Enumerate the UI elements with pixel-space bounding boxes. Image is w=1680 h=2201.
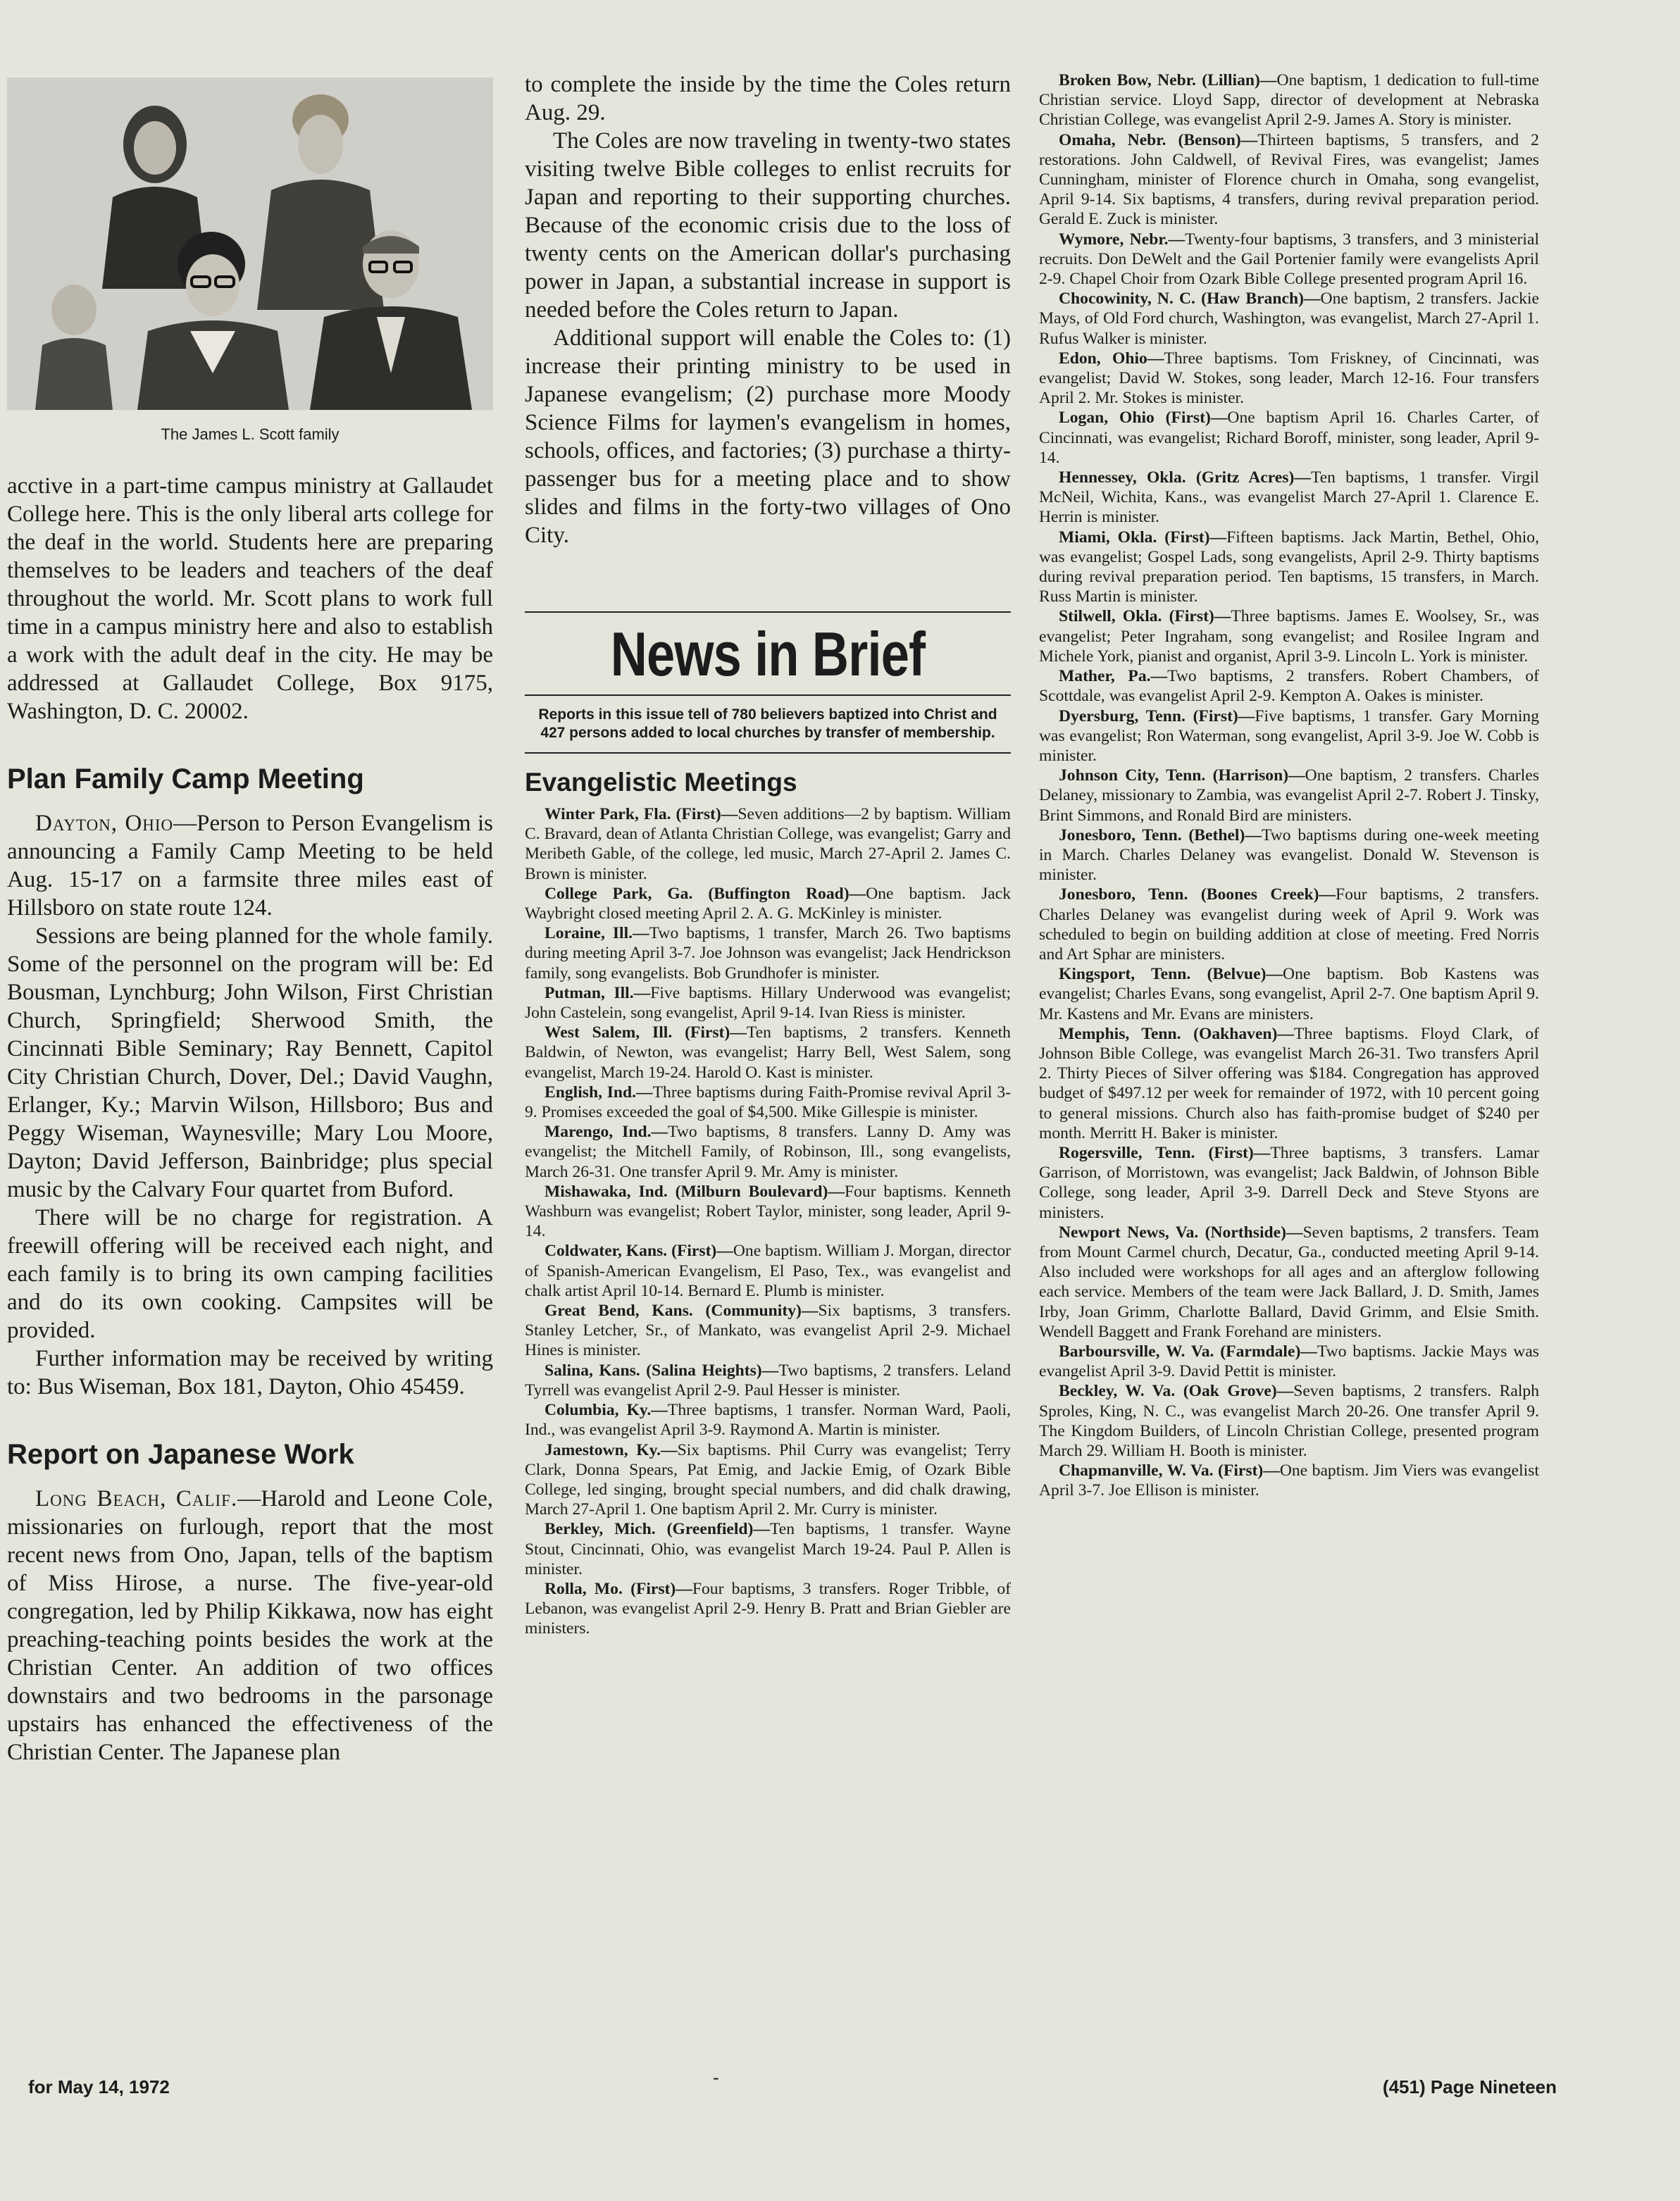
report-text: One baptism. Jim Viers was evangelist April 3-7. Joe Ellison is minister. xyxy=(1039,1461,1539,1500)
church-location: Memphis, Tenn. (Oakhaven)— xyxy=(1059,1024,1294,1043)
meeting-report xyxy=(1039,1024,1539,1143)
report-text: Three baptisms. Floyd Clark, of Johnson Bible College, was evangelist March 26-31. Two transfers April 2. Thirty Pieces of Silver offering was $184. Congregation has approved budget of $497.12 per week for remainder of 1972, with 10 percent going to general missions. Church also has faith-promise budget of $240 per month. Merritt H. Baker is minister. xyxy=(1039,1024,1539,1142)
divider-rule xyxy=(525,752,1011,754)
meeting-report xyxy=(525,1122,1011,1182)
church-location: Berkley, Mich. (Greenfield)— xyxy=(545,1520,770,1539)
church-location: Jamestown, Ky.— xyxy=(545,1440,678,1459)
church-location: Coldwater, Kans. (First)— xyxy=(545,1242,733,1261)
meeting-report xyxy=(1039,706,1539,766)
church-location: Hennessey, Okla. (Gritz Acres)— xyxy=(1059,468,1311,487)
report-text: Five baptisms, 1 transfer. Gary Morning was evangelist; Ron Waterman, song evangelist, April 3-9. Joe W. Cobb is minister. xyxy=(1039,706,1539,765)
japan-paragraph-3: Additional support will enable the Coles to: (1) increase their printing ministry to be used in Japanese evangelism; (2) purchase more Moody Science Films for laymen's evangelism in homes, schools, offices, and factories; (3) purchase a thirty-passenger bus for a meeting place and to show slides and films in the forty-two villages of Ono City. xyxy=(525,325,1011,548)
footer-mark: - xyxy=(713,2067,719,2088)
report-text: One baptism. William J. Morgan, director of Spanish-American Evangelism, El Paso, Tex., was evangelist and chalk artist April 10-14. Bernard E. Plumb is minister. xyxy=(525,1242,1011,1300)
issue-date: for May 14, 1972 xyxy=(28,2076,170,2097)
meeting-report xyxy=(525,1440,1011,1520)
meeting-report xyxy=(525,1023,1011,1083)
church-location: Rolla, Mo. (First)— xyxy=(545,1579,692,1598)
page-number: (451) Page Nineteen xyxy=(1382,2076,1557,2097)
meeting-report xyxy=(525,1301,1011,1361)
church-location: Chocowinity, N. C. (Haw Branch)— xyxy=(1059,289,1321,308)
camp-paragraph-2: Sessions are being planned for the whole family. Some of the personnel on the program will be: Ed Bousman, Lynchburg; John Wilson, First Christian Church, Springfield; Sherwood Smith, the Cincinnati Bible Seminary; Ray Bennett, Capitol City Christian Church, Dover, Del.; David Vaughn, Erlanger, Ky.; Marvin Wilson, Hillsboro; Bus and Peggy Wiseman, Waynesville; Mary Lou Moore, Dayton; David Jefferson, Bainbridge; plus special music by the Calvary Four quartet from Buford. xyxy=(7,923,493,1202)
meeting-report xyxy=(525,1083,1011,1122)
meeting-report xyxy=(1039,349,1539,409)
japan-paragraph-1: Long Beach, Calif.—Harold and Leone Cole, missionaries on furlough, report that the most recent news from Ono, Japan, tells of the baptism of Miss Hirose, a nurse. The five-year-old congregation, led by Philip Kikkawa, now has eight preaching-teaching points besides the work at the Christian Center. An addition of two offices downstairs and two bedrooms in the parsonage upstairs has enhanced the effectiveness of the Christian Center. The Japanese plan xyxy=(7,1486,494,1765)
report-text: Three baptisms, 3 transfers. Lamar Garrison, of Morristown, was evangelist; Jack Baldwin, of Johnson Bible College, song leader, April 3-9. Darrell Deck and Steve Styons are ministers. xyxy=(1039,1143,1539,1222)
church-location: English, Ind.— xyxy=(545,1083,653,1102)
column-one xyxy=(7,472,493,1766)
report-text: One baptism, 1 dedication to full-time Christian service. Lloyd Sapp, director of development at Nebraska Christian College, was evangelist April 2-9. James A. Story is minister. xyxy=(1039,71,1539,130)
church-location: Kingsport, Tenn. (Belvue)— xyxy=(1059,965,1283,984)
report-text: Ten baptisms, 1 transfer. Wayne Stout, Cincinnati, Ohio, was evangelist March 19-24. Paul P. Allen is minister. xyxy=(525,1520,1011,1578)
meeting-report xyxy=(525,1579,1011,1639)
church-location: Omaha, Nebr. (Benson)— xyxy=(1059,130,1258,149)
church-location: Putman, Ill.— xyxy=(545,983,651,1002)
column-two xyxy=(525,70,1011,1639)
report-text: Three baptisms during Faith-Promise revival April 3-9. Promises exceeded the goal of $4,500. Mike Gillespie is minister. xyxy=(525,1083,1011,1122)
report-text: One baptism, 2 transfers. Jackie Mays, of Old Ford church, Washington, was evangelist, March 27-April 1. Rufus Walker is minister. xyxy=(1039,289,1540,348)
meeting-report xyxy=(1039,606,1539,666)
church-location: Johnson City, Tenn. (Harrison)— xyxy=(1059,766,1305,785)
meeting-report xyxy=(1039,1381,1539,1461)
meeting-report xyxy=(1039,666,1539,706)
news-in-brief-title: News in Brief xyxy=(610,619,926,689)
report-text: Four baptisms, 2 transfers. Charles Delaney was evangelist during week of April 9. Work was scheduled to begin on building addition at close of meeting. Fred Norris and Art Sphar are ministers. xyxy=(1039,885,1539,964)
meeting-report xyxy=(1039,1461,1539,1500)
church-location: Chapmanville, W. Va. (First)— xyxy=(1059,1461,1280,1480)
church-location: Loraine, Ill.— xyxy=(545,924,649,943)
column-three xyxy=(1039,70,1539,1501)
meeting-report xyxy=(1039,1342,1539,1381)
camp-heading: Plan Family Camp Meeting xyxy=(7,763,364,794)
report-text: Four baptisms, 3 transfers. Roger Tribble, of Lebanon, was evangelist April 2-9. Henry B. Pratt and Brian Giebler are ministers. xyxy=(525,1579,1011,1638)
report-text: Three baptisms. James E. Woolsey, Sr., was evangelist; Peter Ingraham, song evangelist; and Rosilee Ingram and Michele York, pianist and organist, April 3-9. Lincoln L. York is minister. xyxy=(1039,607,1539,666)
church-location: Wymore, Nebr.— xyxy=(1059,230,1186,249)
meeting-report xyxy=(525,884,1011,923)
report-text: Seven baptisms, 2 transfers. Team from Mount Carmel church, Decatur, Ga., conducted meeting April 9-14. Also included were workshops for all ages and an afterglow following each service. Members of the team were Jack Ballard, J. D. Smith, James Irby, Joan Grimm, Charlotte Ballard, David Grimm, and Elsie Smith. Wendell Baggett and Frank Forehand are ministers. xyxy=(1039,1223,1539,1341)
report-text: One baptism. Jack Waybright closed meeting April 2. A. G. McKinley is minister. xyxy=(525,884,1011,923)
church-location: West Salem, Ill. (First)— xyxy=(545,1023,747,1042)
meeting-report xyxy=(1039,408,1539,468)
church-location: Great Bend, Kans. (Community)— xyxy=(545,1302,819,1321)
church-location: Edon, Ohio— xyxy=(1059,349,1164,368)
report-text: Two baptisms, 2 transfers. Robert Chambers, of Scottdale, was evangelist April 2-9. Kempton A. Oakes is minister. xyxy=(1039,667,1540,706)
report-text: Two baptisms during one-week meeting in March. Charles Delaney was evangelist. Donald W. Stevenson is minister. xyxy=(1039,825,1540,885)
evangelistic-heading: Evangelistic Meetings xyxy=(525,768,797,797)
report-text: Three baptisms. Tom Friskney, of Cincinnati, was evangelist; David W. Stokes, song leader, March 12-16. Four transfers April 2. Mr. Stokes is minister. xyxy=(1039,349,1539,408)
meeting-report xyxy=(1039,130,1539,230)
meeting-report xyxy=(525,1241,1011,1301)
photo-caption: The James L. Scott family xyxy=(161,425,340,443)
report-text: Six baptisms, 3 transfers. Stanley Letcher, Sr., of Mankato, was evangelist April 2-9. Michael Hines is minister. xyxy=(525,1302,1011,1360)
church-location: Salina, Kans. (Salina Heights)— xyxy=(545,1361,779,1380)
japan-paragraph-cont: to complete the inside by the time the Coles return Aug. 29. xyxy=(525,72,1011,125)
church-location: Rogersville, Tenn. (First)— xyxy=(1059,1143,1271,1162)
report-text: Three baptisms, 1 transfer. Norman Ward, Paoli, Ind., was evangelist April 3-9. Raymond A. Martin is minister. xyxy=(525,1401,1011,1440)
camp-dateline: Dayton, Ohio xyxy=(35,811,174,836)
report-text: Five baptisms. Hillary Underwood was evangelist; John Castelein, song evangelist, April 9-14. Ivan Riess is minister. xyxy=(525,983,1011,1023)
camp-paragraph-4: Further information may be received by writing to: Bus Wiseman, Box 181, Dayton, Ohio 45459. xyxy=(7,1346,493,1399)
japan-heading: Report on Japanese Work xyxy=(7,1439,354,1470)
meeting-report xyxy=(1039,825,1539,885)
meeting-report xyxy=(1039,885,1539,964)
divider-rule xyxy=(525,694,1011,696)
meeting-report xyxy=(1039,289,1539,349)
report-text: Six baptisms. Phil Curry was evangelist; Terry Clark, Donna Spears, Pat Emig, and Jackie Emig, of Ozark Bible College, led singing, brought special numbers, and did chalk drawing, March 27-April 1. One baptism April 2. Mr. Curry is minister. xyxy=(525,1440,1011,1519)
divider-rule xyxy=(525,611,1011,613)
church-location: Newport News, Va. (Northside)— xyxy=(1059,1223,1303,1242)
japan-dateline: Long Beach, Calif. xyxy=(35,1486,238,1511)
church-location: Stilwell, Okla. (First)— xyxy=(1059,607,1231,626)
meeting-report xyxy=(525,1519,1011,1579)
meeting-list-right xyxy=(1039,70,1539,1501)
church-location: Barboursville, W. Va. (Farmdale)— xyxy=(1059,1342,1317,1361)
church-location: Winter Park, Fla. (First)— xyxy=(545,805,738,823)
meeting-report xyxy=(525,1182,1011,1242)
church-location: Logan, Ohio (First)— xyxy=(1059,409,1228,428)
church-location: Broken Bow, Nebr. (Lillian)— xyxy=(1059,71,1277,89)
scott-paragraph: acctive in a part-time campus ministry at Gallaudet College here. This is the only liberal arts college for the deaf in the world. Students here are preparing themselves to be leaders and teachers of the deaf throughout the world. Mr. Scott plans to work full time in a campus ministry here and also to establish a work with the adult deaf in the city. He may be addressed at Gallaudet College, Box 9175, Washington, D. C. 20002. xyxy=(7,473,493,724)
church-location: Mishawaka, Ind. (Milburn Boulevard)— xyxy=(545,1182,845,1201)
church-location: Marengo, Ind.— xyxy=(545,1123,668,1142)
report-text: One baptism April 16. Charles Carter, of Cincinnati, was evangelist; Richard Boroff, minister, song leader, April 9-14. xyxy=(1039,409,1540,467)
church-location: Columbia, Ky.— xyxy=(545,1401,668,1420)
meeting-report xyxy=(525,804,1011,884)
meeting-report xyxy=(525,983,1011,1023)
news-intro: Reports in this issue tell of 780 believers baptized into Christ and 427 persons added to local churches by transfer of membership. xyxy=(538,706,997,741)
report-text: Seven additions—2 by baptism. William C. Bravard, dean of Atlanta Christian College, was evangelist; Garry and Meribeth Gable, of the college, led music, March 27-April 2. James C. Brown is minister. xyxy=(525,805,1011,883)
meeting-report xyxy=(525,1400,1011,1440)
report-text: Ten baptisms, 1 transfer. Virgil McNeil, Wichita, Kans., was evangelist March 27-April 1. Clarence E. Herrin is minister. xyxy=(1039,468,1539,527)
meeting-report xyxy=(525,1361,1011,1400)
church-location: Jonesboro, Tenn. (Bethel)— xyxy=(1059,825,1262,844)
meeting-report xyxy=(1039,964,1539,1024)
meeting-report xyxy=(525,923,1011,983)
camp-paragraph-1: Dayton, Ohio—Person to Person Evangelism is announcing a Family Camp Meeting to be held Aug. 15-17 on a farmsite three miles east of Hillsboro on state route 124. xyxy=(7,811,493,921)
japan-paragraph-2: The Coles are now traveling in twenty-two states visiting twelve Bible colleges to enlist recruits for Japan and reporting to their supporting churches. Because of the economic crisis due to the loss of twenty cents on the American dollar's purchasing power in Japan, a substantial increase in support is needed before the Coles return to Japan. xyxy=(525,128,1011,323)
report-text: Two baptisms, 8 transfers. Lanny D. Amy was evangelist; the Mitchell Family, of Robinson, Ill., song evangelists, March 26-31. One transfer April 9. Mr. Amy is minister. xyxy=(525,1123,1011,1181)
church-location: Miami, Okla. (First)— xyxy=(1059,528,1227,547)
meeting-report xyxy=(1039,1143,1539,1223)
report-text: Two baptisms, 2 transfers. Leland Tyrrell was evangelist April 2-9. Paul Hesser is minister. xyxy=(525,1361,1012,1399)
meeting-report xyxy=(1039,70,1539,130)
meeting-list-left xyxy=(525,804,1011,1639)
church-location: College Park, Ga. (Buffington Road)— xyxy=(545,884,866,903)
report-text: Two baptisms. Jackie Mays was evangelist April 3-9. David Pettit is minister. xyxy=(1039,1342,1539,1381)
report-text: One baptism. Bob Kastens was evangelist; Charles Evans, song evangelist, April 2-7. One baptism April 9. Mr. Kastens and Mr. Evans are ministers. xyxy=(1039,965,1540,1023)
report-text: One baptism, 2 transfers. Charles Delaney, missionary to Zambia, was evangelist April 2-7. Robert J. Tinsky, Brint Simmons, and Ronald Bird are ministers. xyxy=(1039,766,1539,825)
church-location: Mather, Pa.— xyxy=(1059,667,1168,686)
report-text: Four baptisms. Kenneth Washburn was evangelist; Robert Taylor, minister, song leader, April 9-14. xyxy=(525,1182,1011,1241)
family-photo xyxy=(7,77,493,410)
church-location: Beckley, W. Va. (Oak Grove)— xyxy=(1059,1382,1294,1401)
report-text: Fifteen baptisms. Jack Martin, Bethel, Ohio, was evangelist; Gospel Lads, song evangelists, April 2-9. Thirty baptisms during revival preparation period. Ten baptisms, 15 transfers, in March. Russ Martin is minister. xyxy=(1039,528,1539,606)
meeting-report xyxy=(1039,528,1539,607)
church-location: Jonesboro, Tenn. (Boones Creek)— xyxy=(1059,885,1336,904)
meeting-report xyxy=(1039,468,1539,528)
report-text: Thirteen baptisms, 5 transfers, and 2 restorations. John Caldwell, of Revival Fires, was evangelist; James Cunningham, minister of Florence church in Omaha, song evangelist, April 9-14. Six baptisms, 4 transfers, during revival preparation period. Gerald E. Zuck is minister. xyxy=(1039,130,1539,229)
report-text: Two baptisms, 1 transfer, March 26. Two baptisms during meeting April 3-7. Joe Johnson was evangelist; Jack Hendrickson family, song evangelists. Bob Grundhofer is minister. xyxy=(525,924,1011,983)
report-text: Twenty-four baptisms, 3 transfers, and 3 ministerial recruits. Don DeWelt and the Gail Portenier family were evangelists April 2-9. Chapel Choir from Ozark Bible College presented program April 16. xyxy=(1039,230,1539,289)
meeting-report xyxy=(1039,230,1539,289)
meeting-report xyxy=(1039,766,1539,825)
camp-paragraph-3: There will be no charge for registration. A freewill offering will be received each night, and each family is to bring its own camping facilities and do its own cooking. Campsites will be provided. xyxy=(7,1205,493,1343)
report-text: Seven baptisms, 2 transfers. Ralph Sproles, King, N. C., was evangelist March 20-26. One transfer April 9. The Kingdom Builders, of Lincoln Christian College, presented program March 29. William H. Booth is minister. xyxy=(1039,1382,1540,1461)
meeting-report xyxy=(1039,1223,1539,1342)
report-text: Ten baptisms, 2 transfers. Kenneth Baldwin, of Newton, was evangelist; Harry Bell, West Salem, song evangelist, March 19-24. Harold O. Kast is minister. xyxy=(525,1023,1011,1082)
church-location: Dyersburg, Tenn. (First)— xyxy=(1059,706,1255,725)
